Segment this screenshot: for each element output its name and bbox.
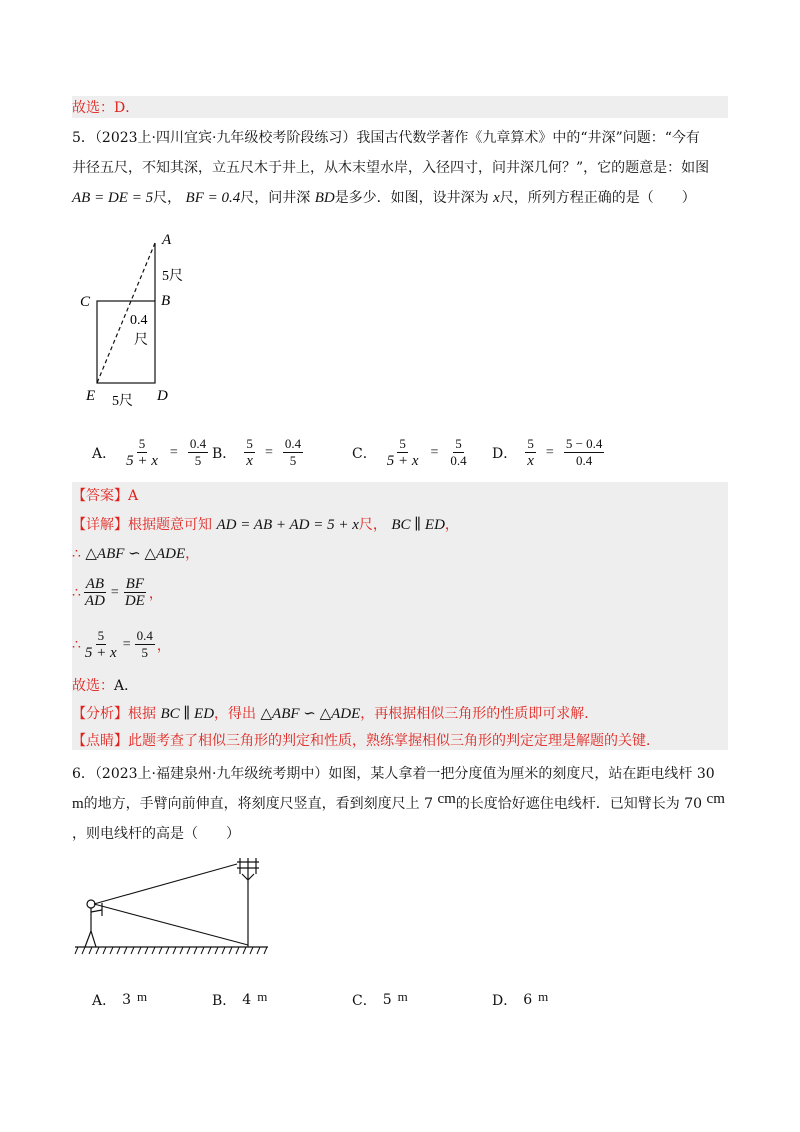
q5-line3: AB = DE = 5尺， BF = 0.4尺，问井深 BD是多少．如图，设井深为 x尺，所列方程正确的是（ ） [72, 190, 696, 206]
ground-hatching [75, 947, 267, 954]
q5-eq-bf: BF = 0.4 [185, 190, 241, 206]
q6-option-d[interactable]: D． 6 m [492, 989, 549, 1009]
q5-line1: 5．（2023上·四川宜宾·九年级校考阶段练习）我国古代数学著作《九章算术》中的“井深”问题：“今有 [72, 130, 700, 146]
q6-option-c[interactable]: C． 5 m [352, 989, 408, 1009]
ab-length-label: 5尺 [162, 269, 183, 284]
bf-length-num: 0.4 [130, 313, 148, 328]
q5-line2: 井径五尺，不知其深，立五尺木于井上，从木末望水岸，入径四寸，问井深几何？”，它的题意是：如图 [72, 160, 710, 176]
ed-length-label: 5尺 [112, 394, 133, 409]
analysis-line: 【分析】根据 BC ∥ ED，得出 △ABF ∽ △ADE，再根据相似三角形的性质即可求解． [72, 706, 599, 722]
q6-option-b[interactable]: B． 4 m [212, 989, 268, 1009]
detail-line: 【详解】根据题意可知 AD = AB + AD = 5 + x尺， BC ∥ ED， [72, 517, 459, 533]
q5-x: x [493, 190, 500, 206]
q5-eq-ab-de: AB = DE = 5 [72, 190, 154, 206]
q6-line3: ，则电线杆的高是（ ） [72, 826, 240, 842]
sight-line-top [94, 864, 237, 904]
point-d-label: D [157, 388, 168, 404]
point-b-label: B [161, 293, 171, 309]
prev-answer: 故选：D． [72, 100, 140, 116]
utility-pole [237, 858, 259, 947]
point-c-label: C [80, 294, 91, 310]
prev-answer-band [72, 96, 728, 118]
bf-length-unit: 尺 [134, 333, 148, 348]
comment-line: 【点睛】此题考查了相似三角形的判定和性质，熟练掌握相似三角形的判定定理是解题的关键． [72, 733, 660, 749]
point-e-label: E [86, 388, 96, 404]
q6-line1: 6．（2023上·福建泉州·九年级统考期中）如图，某人拿着一把分度值为厘米的刻度尺，站在距电线杆 30 [72, 766, 715, 782]
sight-line-bottom [94, 904, 248, 945]
answer-line: 【答案】A [72, 488, 139, 504]
q6-option-a[interactable]: A． 3 m [92, 989, 148, 1009]
ratio-line: ∴ $\frac{AB}{AD}$ = $\frac{BF}{DE}$ ， [72, 576, 163, 609]
q5-option-c[interactable]: C． $\frac{5}{5 + x}$ = $\frac{5}{0.4}$ [352, 436, 467, 469]
q5-option-b[interactable]: B． $\frac{5}{x}$ = $\frac{0.4}{5}$ [212, 436, 302, 469]
point-a-label: A [162, 232, 172, 248]
q6-figure [72, 848, 272, 963]
equation-line: ∴ $\frac{5}{5 + x}$ = $\frac{0.4}{5}$ ， [72, 628, 171, 661]
similarity-line: ∴ △ABF ∽ △ADE， [72, 546, 200, 562]
person-figure [85, 900, 102, 947]
q6-line2: m的地方，手臂向前伸直，将刻度尺竖直，看到刻度尺上 7 cm的长度恰好遮住电线杆．已知臂长为 70 cm [72, 791, 725, 812]
choose-line: 故选：A． [72, 678, 139, 694]
q5-figure [72, 228, 202, 413]
q5-option-a[interactable]: A． $\frac{5}{5 + x}$ = $\frac{0.4}{5}$ [92, 436, 207, 469]
q5-bd: BD [314, 190, 335, 206]
q5-option-d[interactable]: D． $\frac{5}{x}$ = $\frac{5 - 0.4}{0.4}$ [492, 436, 603, 469]
